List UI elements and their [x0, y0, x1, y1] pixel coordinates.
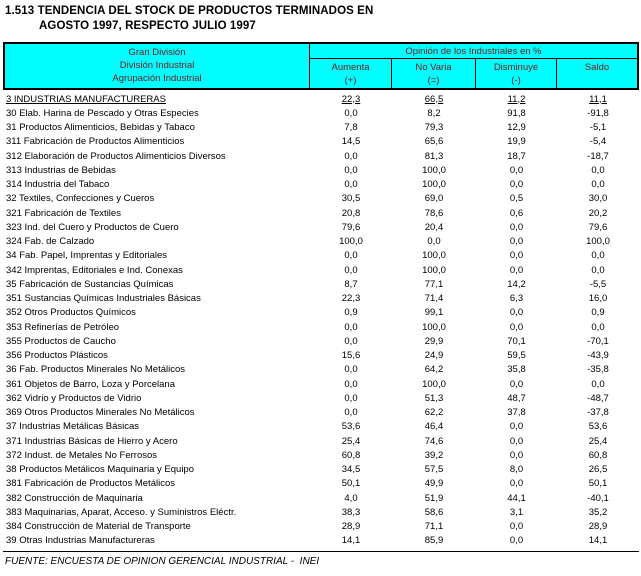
- row-value: 50,1: [341, 478, 361, 490]
- row-value: 0,6: [509, 207, 524, 219]
- row-value: 0,0: [344, 364, 358, 376]
- row-value: 100,0: [422, 378, 446, 390]
- row-value: 24,9: [424, 350, 444, 362]
- row-value: -35,8: [587, 364, 609, 376]
- row-value: 0,0: [344, 407, 358, 419]
- row-value: 0,0: [344, 321, 358, 333]
- row-label: 3 INDUSTRIAS MANUFACTURERAS: [6, 93, 166, 105]
- row-value: 66,5: [424, 93, 444, 105]
- row-value: 0,0: [591, 378, 605, 390]
- row-value: 58,6: [424, 506, 444, 518]
- row-value: 0,0: [509, 250, 524, 262]
- table-row: [3, 263, 639, 277]
- table-row: [3, 206, 639, 220]
- row-label: 313 Industrias de Bebidas: [6, 164, 116, 176]
- column-label: Aumenta: [331, 62, 370, 73]
- table-row: [3, 135, 639, 149]
- row-value: 20,4: [424, 221, 444, 233]
- row-value: -43,9: [587, 350, 609, 362]
- row-value: 38,3: [341, 506, 361, 518]
- row-value: -91,8: [587, 107, 609, 119]
- table-row: [3, 477, 639, 491]
- row-value: 100,0: [422, 164, 446, 176]
- column-header-saldo: [557, 59, 637, 88]
- row-value: 0,0: [344, 150, 358, 162]
- column-symbol: (=): [427, 75, 440, 86]
- row-value: 39,2: [424, 449, 444, 461]
- row-label: 369 Otros Productos Minerales No Metálicos: [6, 407, 195, 419]
- column-symbol: (+): [344, 75, 357, 86]
- row-value: 0,0: [591, 264, 605, 276]
- row-value: 20,2: [588, 207, 608, 219]
- table-row: [3, 420, 639, 434]
- row-value: 79,6: [588, 221, 608, 233]
- row-label: 35 Fabricación de Sustancias Químicas: [6, 278, 174, 290]
- row-value: 11,2: [507, 93, 526, 105]
- row-label: 351 Sustancias Químicas Industriales Básicas: [6, 293, 201, 305]
- row-label: 314 Industria del Tabaco: [6, 179, 110, 191]
- row-label: 38 Productos Metálicos Maquinaria y Equipo: [6, 464, 194, 476]
- table-row: [3, 377, 639, 391]
- row-value: -70,1: [587, 335, 609, 347]
- row-value: 57,5: [424, 464, 444, 476]
- row-value: 0,0: [509, 421, 524, 433]
- table-row: [3, 505, 639, 519]
- row-value: 28,9: [341, 521, 361, 533]
- row-value: -48,7: [587, 392, 609, 404]
- table-row: [3, 306, 639, 320]
- table-row: [3, 391, 639, 405]
- row-label: 355 Productos de Caucho: [6, 335, 116, 347]
- row-label: 381 Fabricación de Productos Metálicos: [6, 478, 175, 490]
- row-value: 0,0: [509, 478, 524, 490]
- row-value: 85,9: [424, 535, 444, 547]
- row-value: 60,8: [588, 449, 608, 461]
- row-label: 30 Elab. Harina de Pescado y Otras Especies: [6, 107, 199, 119]
- row-label: 311 Fabricación de Productos Alimenticios: [6, 136, 185, 148]
- row-value: 0,9: [344, 307, 358, 319]
- row-value: 60,8: [341, 449, 361, 461]
- row-value: 0,0: [344, 250, 358, 262]
- row-label: 323 Ind. del Cuero y Productos de Cuero: [6, 221, 179, 233]
- source-note: FUENTE: ENCUESTA DE OPINION GERENCIAL INDUSTRIAL - INEI: [5, 556, 320, 567]
- row-value: 0,0: [509, 521, 524, 533]
- row-value: 0,0: [591, 321, 605, 333]
- row-value: 0,0: [344, 264, 358, 276]
- row-label: 382 Construcción de Maquinaria: [6, 492, 143, 504]
- table-row: [3, 491, 639, 505]
- row-value: 22,3: [341, 293, 361, 305]
- row-label: 31 Productos Alimenticios, Bebidas y Tabaco: [6, 122, 195, 134]
- page-title: [0, 0, 641, 34]
- title-line-2: AGOSTO 1997, RESPECTO JULIO 1997: [39, 20, 256, 32]
- row-value: 53,6: [341, 421, 361, 433]
- row-value: 49,9: [424, 478, 444, 490]
- row-value: 0,0: [591, 164, 605, 176]
- table-row: [3, 163, 639, 177]
- row-label: 372 Indust. de Metales No Ferrosos: [6, 449, 158, 461]
- header-division-cell: [5, 44, 310, 88]
- table-row: [3, 92, 639, 106]
- row-label: 39 Otras Industrias Manufactureras: [6, 535, 155, 547]
- table-row: [3, 320, 639, 334]
- row-value: 71,1: [424, 521, 444, 533]
- row-value: -18,7: [587, 150, 609, 162]
- row-value: 50,1: [588, 478, 608, 490]
- table-body: [3, 90, 639, 552]
- row-label: 342 Imprentas, Editoriales e Ind. Conexas: [6, 264, 183, 276]
- table-header: [3, 42, 639, 90]
- row-value: 30,0: [588, 193, 608, 205]
- row-value: 14,2: [507, 278, 526, 290]
- row-value: 51,3: [424, 392, 444, 404]
- row-value: 100,0: [422, 250, 446, 262]
- table-row: [3, 434, 639, 448]
- column-header-no-varia: [392, 59, 476, 88]
- row-value: 91,8: [507, 107, 526, 119]
- row-value: -5,5: [589, 278, 607, 290]
- row-label: 371 Industrias Básicas de Hierro y Acero: [6, 435, 178, 447]
- row-value: 51,9: [424, 492, 444, 504]
- table-row: [3, 178, 639, 192]
- row-label: 37 Industrias Metálicas Básicas: [6, 421, 140, 433]
- row-label: 324 Fab. de Calzado: [6, 236, 95, 248]
- row-value: 8,0: [509, 464, 524, 476]
- row-value: 44,1: [507, 492, 526, 504]
- row-value: 22,3: [341, 93, 361, 105]
- row-value: 0,0: [509, 449, 524, 461]
- header-gran-division: Gran División: [128, 47, 186, 58]
- row-value: 6,3: [509, 293, 524, 305]
- table-row: [3, 192, 639, 206]
- row-value: 69,0: [424, 193, 444, 205]
- table-row: [3, 534, 639, 548]
- column-header-disminuye: [476, 59, 557, 88]
- row-value: 0,0: [344, 392, 358, 404]
- row-value: 59,5: [507, 350, 526, 362]
- header-division-industrial: División Industrial: [119, 60, 195, 71]
- row-label: 32 Textiles, Confecciones y Cueros: [6, 193, 155, 205]
- row-value: 71,4: [424, 293, 444, 305]
- row-label: 362 Vidrio y Productos de Vidrio: [6, 392, 142, 404]
- row-value: 0,0: [509, 236, 524, 248]
- table-row: [3, 121, 639, 135]
- row-label: 383 Maquinarias, Aparat, Acceso. y Suministros Eléctr.: [6, 506, 237, 518]
- row-value: 16,0: [588, 293, 608, 305]
- table-row: [3, 406, 639, 420]
- table-row: [3, 448, 639, 462]
- header-group-title: Opinión de los Industriales en %: [310, 44, 637, 59]
- row-value: 14,1: [588, 535, 608, 547]
- row-value: 81,3: [424, 150, 444, 162]
- table-row: [3, 149, 639, 163]
- column-label: Saldo: [584, 62, 610, 73]
- row-value: 35,2: [588, 506, 608, 518]
- row-label: 353 Refinerías de Petróleo: [6, 321, 120, 333]
- header-columns: [310, 59, 637, 88]
- row-value: 65,6: [424, 136, 444, 148]
- row-value: 34,5: [341, 464, 361, 476]
- table-row: [3, 334, 639, 348]
- table-row: [3, 249, 639, 263]
- row-value: 12,9: [507, 122, 526, 134]
- row-value: -5,4: [589, 136, 607, 148]
- row-value: 100,0: [586, 236, 610, 248]
- row-value: -40,1: [587, 492, 609, 504]
- row-value: 35,8: [507, 364, 526, 376]
- row-value: 20,8: [341, 207, 361, 219]
- header-opinion-group: [310, 44, 637, 88]
- row-value: 0,0: [509, 535, 524, 547]
- row-label: 384 Construcción de Material de Transporte: [6, 521, 191, 533]
- column-label: Disminuye: [493, 62, 539, 73]
- table-row: [3, 520, 639, 534]
- row-label: 34 Fab. Papel, Imprentas y Editoriales: [6, 250, 168, 262]
- row-value: 25,4: [588, 435, 608, 447]
- row-value: 99,1: [424, 307, 444, 319]
- column-symbol: (-): [511, 75, 521, 86]
- row-value: 0,0: [509, 221, 524, 233]
- row-value: 15,6: [341, 350, 361, 362]
- row-value: 70,1: [507, 335, 526, 347]
- row-value: 29,9: [424, 335, 444, 347]
- row-value: 11,1: [589, 93, 607, 105]
- row-label: 36 Fab. Productos Minerales No Metálicos: [6, 364, 185, 376]
- row-value: 74,6: [424, 435, 444, 447]
- row-value: 28,9: [588, 521, 608, 533]
- row-value: 0,0: [509, 321, 524, 333]
- row-value: 0,0: [344, 164, 358, 176]
- row-value: 100,0: [422, 179, 446, 191]
- table-row: [3, 235, 639, 249]
- row-value: 14,1: [341, 535, 361, 547]
- row-value: 4,0: [344, 492, 358, 504]
- row-value: 79,3: [424, 122, 444, 134]
- row-value: 0,0: [591, 179, 605, 191]
- row-value: 0,0: [509, 179, 524, 191]
- row-value: 100,0: [339, 236, 363, 248]
- table-row: [3, 220, 639, 234]
- table-row: [3, 363, 639, 377]
- row-value: 0,0: [509, 435, 524, 447]
- column-header-aumenta: [310, 59, 392, 88]
- table-row: [3, 292, 639, 306]
- row-value: -5,1: [589, 122, 607, 134]
- row-value: 0,0: [509, 378, 524, 390]
- row-value: 18,7: [507, 150, 526, 162]
- row-value: 0,0: [344, 107, 358, 119]
- row-value: 0,0: [344, 179, 358, 191]
- row-value: 62,2: [424, 407, 444, 419]
- header-agrupacion-industrial: Agrupación Industrial: [112, 73, 202, 84]
- row-value: 79,6: [341, 221, 361, 233]
- row-label: 356 Productos Plásticos: [6, 350, 108, 362]
- row-value: 8,2: [427, 107, 441, 119]
- row-value: 77,1: [424, 278, 444, 290]
- row-value: 0,0: [591, 250, 605, 262]
- row-label: 312 Elaboración de Productos Alimenticios Diversos: [6, 150, 226, 162]
- row-value: 0,0: [509, 164, 524, 176]
- row-value: 0,0: [344, 335, 358, 347]
- row-value: 100,0: [422, 321, 446, 333]
- row-value: 48,7: [507, 392, 526, 404]
- row-value: 0,5: [509, 193, 524, 205]
- column-label: No Varia: [415, 62, 452, 73]
- row-value: 0,0: [427, 236, 441, 248]
- row-value: 0,0: [509, 264, 524, 276]
- table-row: [3, 277, 639, 291]
- title-line-1: 1.513 TENDENCIA DEL STOCK DE PRODUCTOS TERMINADOS EN: [5, 5, 374, 17]
- row-label: 361 Objetos de Barro, Loza y Porcelana: [6, 378, 175, 390]
- stock-tendency-table: [3, 42, 639, 552]
- row-value: 0,9: [591, 307, 605, 319]
- row-value: 30,5: [341, 193, 361, 205]
- row-value: 26,5: [588, 464, 608, 476]
- row-value: 0,0: [344, 378, 358, 390]
- table-row: [3, 349, 639, 363]
- row-value: 19,9: [507, 136, 526, 148]
- row-value: 0,0: [509, 307, 524, 319]
- row-value: -37,8: [587, 407, 609, 419]
- table-row: [3, 106, 639, 120]
- row-value: 25,4: [341, 435, 361, 447]
- row-value: 14,5: [341, 136, 361, 148]
- row-label: 321 Fabricación de Textiles: [6, 207, 121, 219]
- row-value: 3,1: [509, 506, 524, 518]
- row-value: 100,0: [422, 264, 446, 276]
- row-value: 8,7: [344, 278, 358, 290]
- row-value: 78,6: [424, 207, 444, 219]
- row-value: 37,8: [507, 407, 526, 419]
- row-label: 352 Otros Productos Químicos: [6, 307, 136, 319]
- table-row: [3, 463, 639, 477]
- row-value: 64,2: [424, 364, 444, 376]
- row-value: 46,4: [424, 421, 444, 433]
- row-value: 53,6: [588, 421, 608, 433]
- row-value: 7,8: [344, 122, 358, 134]
